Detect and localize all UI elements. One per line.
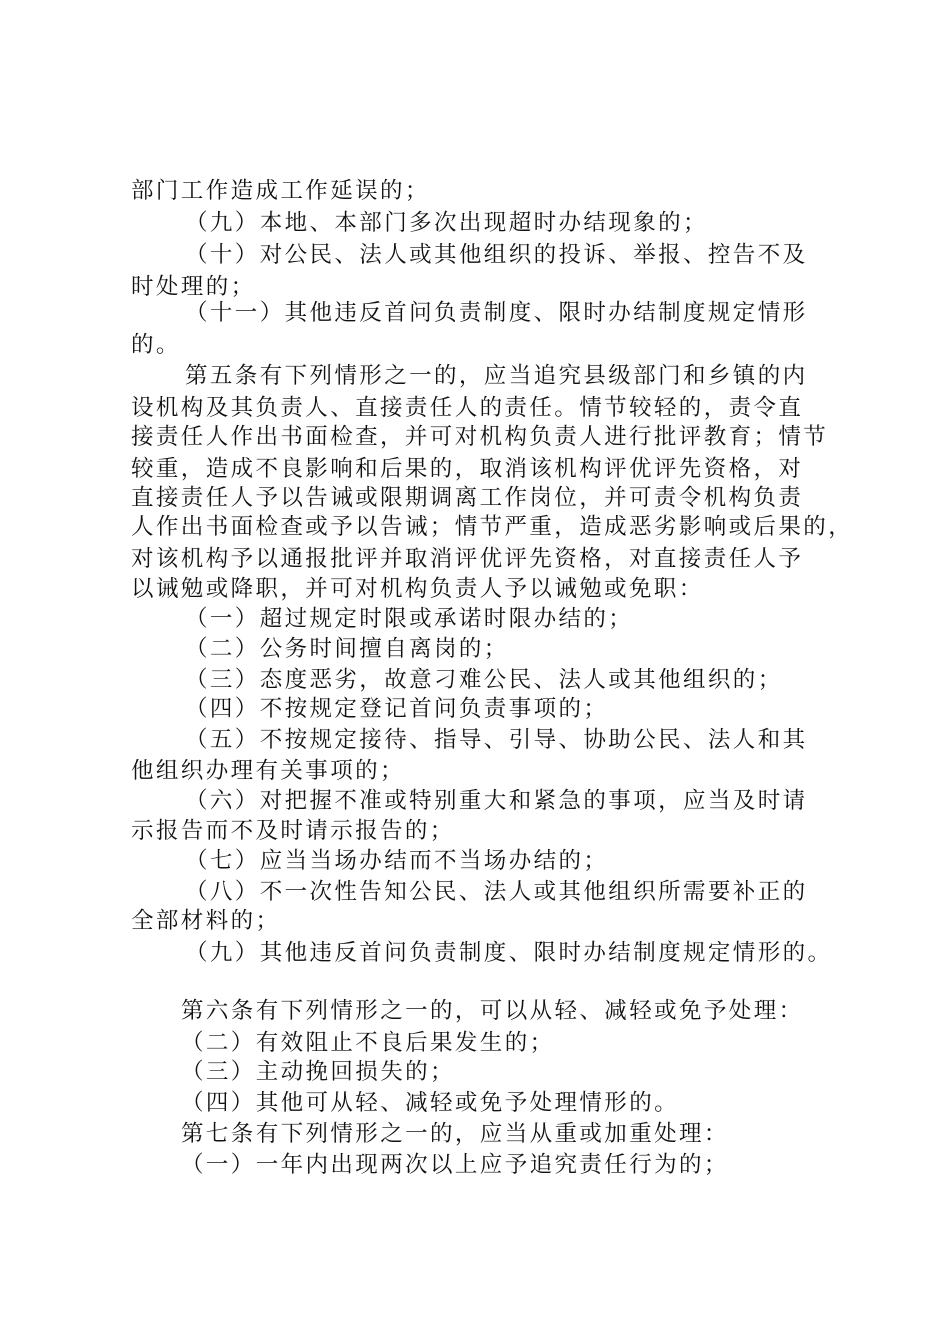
text-line: 全部材料的； <box>131 908 281 934</box>
text-line: 对该机构予以通报批评并取消评优评先资格，对直接责任人予 <box>131 546 804 572</box>
text-line: （二）公务时间擅自离岗的； <box>185 636 509 662</box>
text-line: （七）应当当场办结而不当场办结的； <box>185 848 609 874</box>
text-line: （十）对公民、法人或其他组织的投诉、举报、控告不及 <box>185 242 808 268</box>
text-line: （六）对把握不准或特别重大和紧急的事项，应当及时请 <box>185 788 808 814</box>
text-line: 第六条有下列情形之一的，可以从轻、减轻或免予处理： <box>181 998 804 1024</box>
text-line: 设机构及其负责人、直接责任人的责任。情节较轻的，责令直 <box>131 395 804 421</box>
text-line: （十一）其他违反首问负责制度、限时办结制度规定情形 <box>185 300 808 326</box>
text-line: （四）不按规定登记首问负责事项的； <box>185 696 609 722</box>
text-line: 较重，造成不良影响和后果的，取消该机构评优评先资格，对 <box>131 456 804 482</box>
text-line: 示报告而不及时请示报告的； <box>131 818 455 844</box>
text-line: （五）不按规定接待、指导、引导、协助公民、法人和其 <box>185 727 808 753</box>
text-line: （九）其他违反首问负责制度、限时办结制度规定情形的。 <box>185 940 833 966</box>
text-line: （一）超过规定时限或承诺时限办结的； <box>185 606 634 632</box>
text-line: （四）其他可从轻、减轻或免予处理情形的。 <box>181 1090 680 1116</box>
text-line: 他组织办理有关事项的； <box>131 758 405 784</box>
text-line: 的。 <box>131 332 181 358</box>
text-line: （九）本地、本部门多次出现超时办结现象的； <box>185 210 708 236</box>
text-line: （一）一年内出现两次以上应予追究责任行为的； <box>181 1152 729 1178</box>
text-line: （八）不一次性告知公民、法人或其他组织所需要补正的 <box>185 879 808 905</box>
text-line: 部门工作造成工作延误的； <box>131 178 430 204</box>
text-line: （三）主动挽回损失的； <box>181 1059 455 1085</box>
text-line: 直接责任人予以告诫或限期调离工作岗位，并可责令机构负责 <box>131 485 804 511</box>
text-line: （二）有效阻止不良后果发生的； <box>181 1030 555 1056</box>
text-line: 接责任人作出书面检查，并可对机构负责人进行批评教育；情节 <box>131 424 829 450</box>
text-line: 人作出书面检查或予以告诫；情节严重，造成恶劣影响或后果的， <box>131 514 854 540</box>
text-line: 第五条有下列情形之一的，应当追究县级部门和乡镇的内 <box>185 363 808 389</box>
text-line: 第七条有下列情形之一的，应当从重或加重处理： <box>181 1121 729 1147</box>
text-line: 时处理的； <box>131 274 256 300</box>
text-line: 以诫勉或降职，并可对机构负责人予以诫勉或免职： <box>131 576 704 602</box>
text-line: （三）态度恶劣，故意刁难公民、法人或其他组织的； <box>185 667 783 693</box>
